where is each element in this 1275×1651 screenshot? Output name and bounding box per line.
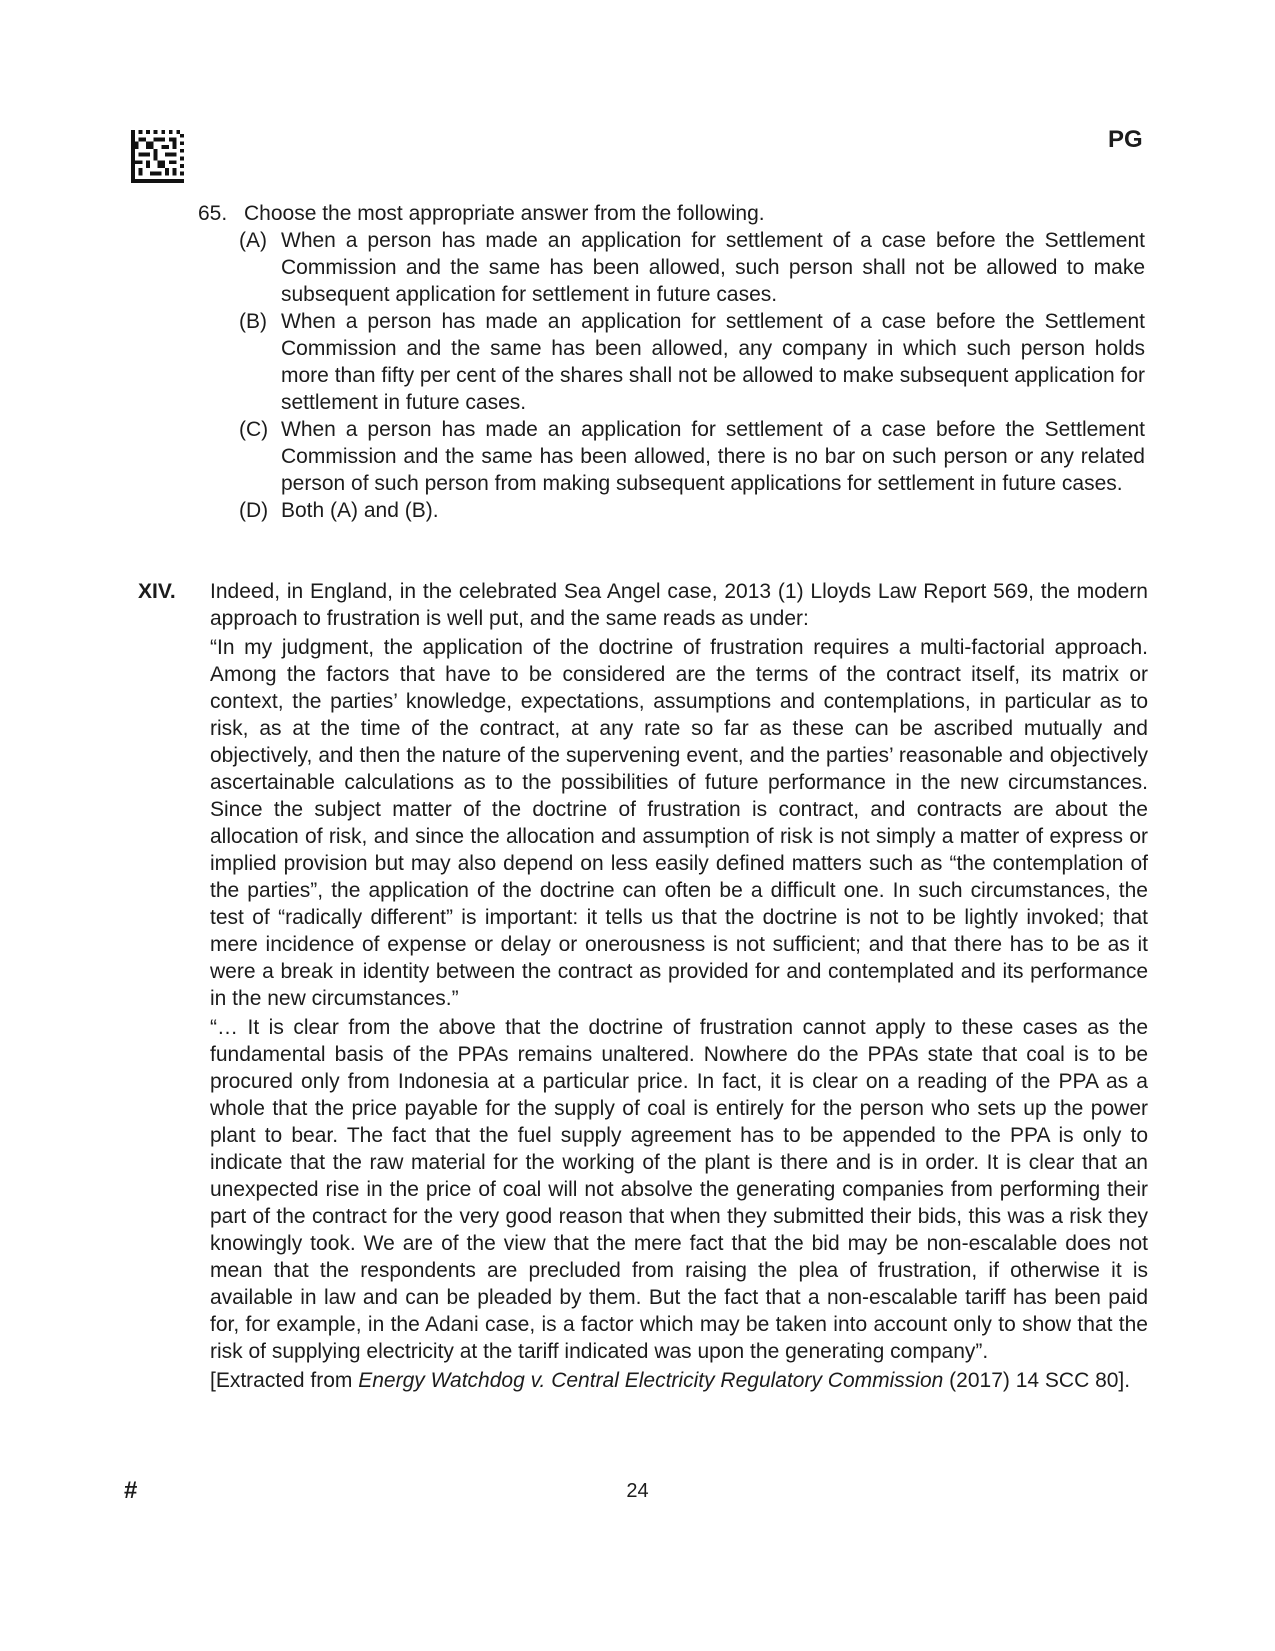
option-d [239, 497, 1148, 524]
option-text: Both (A) and (B). [281, 499, 439, 522]
option-label: (C) [239, 418, 269, 441]
option-text: When a person has made an application for settlement of a case before the Settlement Commission and the same has been allowed, there is no bar on such person or any related person of such person from making subsequent applications for settlement in future cases. [281, 418, 1145, 495]
question-prompt: Choose the most appropriate answer from the following. [244, 202, 765, 225]
option-c [239, 416, 1148, 497]
passage-quote-judgment: “… It is clear from the above that the doctrine of frustration cannot apply to these cases as the fundamental basis of the PPAs remains unaltered. Nowhere do the PPAs state that coal is to be procured only from Indonesia at a particular price. In fact, it is clear on a reading of the PPA as a whole that the price payable for the supply of coal is entirely for the person who sets up the power plant to bear. The fact that the fuel supply agreement has to be appended to the PPA is only to indicate that the raw material for the working of the plant is there and is in order. It is clear that an unexpected rise in the price of coal will not absolve the generating companies from performing their part of the contract for the very good reason that when they submitted their bids, this was a risk they knowingly took. We are of the view that the mere fact that the bid may be non-escalable does not mean that the respondents are precluded from raising the plea of frustration, if otherwise it is available in law and can be pleaded by them. But the fact that a non-escalable tariff has been paid for, for example, in the Adani case, is a factor which may be taken into account only to show that the risk of supplying electricity at the tariff indicated was upon the generating company”. [210, 1016, 1148, 1363]
source-citation [210, 1367, 1148, 1394]
option-label: (A) [239, 229, 267, 252]
option-a [239, 227, 1148, 308]
option-label: (B) [239, 310, 267, 333]
footer-mark: # [124, 1477, 138, 1504]
page-number: 24 [626, 1480, 649, 1502]
passage-intro: Indeed, in England, in the celebrated Sea Angel case, 2013 (1) Lloyds Law Report 569, the modern approach to frustration is well put, and the same reads as under: [210, 580, 1148, 630]
option-text: When a person has made an application for settlement of a case before the Settlement Commission and the same has been allowed, any company in which such person holds more than fifty per cent of the shares shall not be allowed to make subsequent application for settlement in future cases. [281, 310, 1145, 414]
option-label: (D) [239, 499, 269, 522]
question-65 [198, 200, 1148, 524]
citation-prefix: [Extracted from [210, 1369, 359, 1392]
question-number: 65. [198, 202, 228, 225]
paper-code: PG [1108, 126, 1143, 153]
option-b [239, 308, 1148, 416]
option-text: When a person has made an application for settlement of a case before the Settlement Commission and the same has been allowed, such person shall not be allowed to make subsequent application for settlement in future cases. [281, 229, 1145, 306]
citation-suffix: (2017) 14 SCC 80]. [943, 1369, 1131, 1392]
passage-body [210, 578, 1148, 1394]
datamatrix-code-icon [131, 130, 184, 183]
section-number: XIV. [138, 580, 176, 603]
citation-case-name: Energy Watchdog v. Central Electricity Regulatory Commission [358, 1369, 944, 1392]
passage-quote-sea-angel: “In my judgment, the application of the doctrine of frustration requires a multi-factorial approach. Among the factors that have to be considered are the terms of the contract itself, its matrix or context, the parties’ knowledge, expectations, assumptions and contemplations, in particular as to risk, as at the time of the contract, at any rate so far as these can be ascribed mutually and objectively, and then the nature of the supervening event, and the parties’ reasonable and objectively ascertainable calculations as to the possibilities of future performance in the new circumstances. Since the subject matter of the doctrine of frustration is contract, and contracts are about the allocation of risk, and since the allocation and assumption of risk is not simply a matter of express or implied provision but may also depend on less easily defined matters such as “the contemplation of the parties”, the application of the doctrine can often be a difficult one. In such circumstances, the test of “radically different” is important: it tells us that the doctrine is not to be lightly invoked; that mere incidence of expense or delay or onerousness is not sufficient; and that there has to be as it were a break in identity between the contract as provided for and contemplated and its performance in the new circumstances.” [210, 636, 1148, 1010]
answer-options [198, 227, 1148, 524]
